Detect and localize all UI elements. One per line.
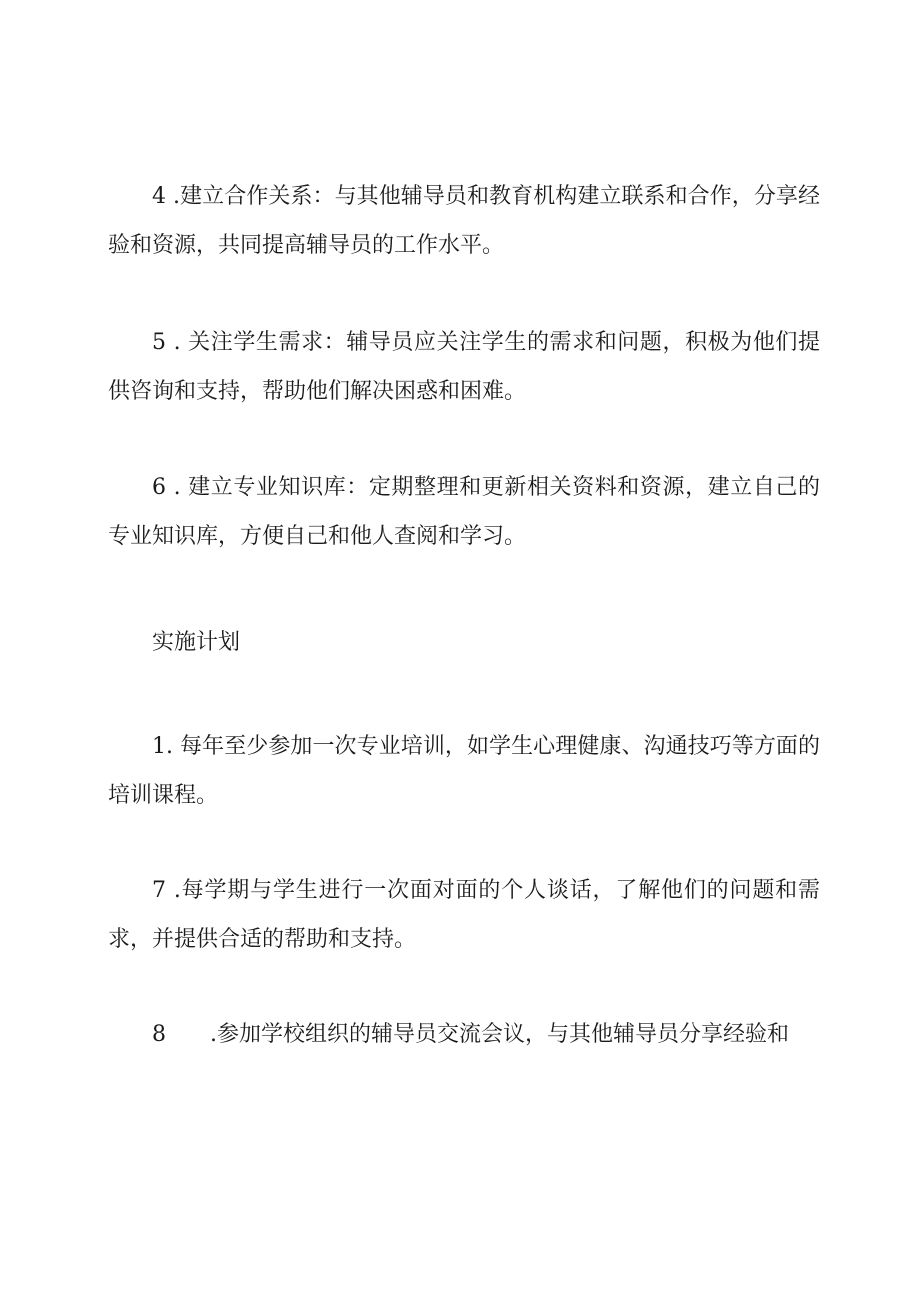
paragraph-item-5: [108, 318, 820, 416]
item-number: 4: [152, 184, 166, 209]
item-text: .建立合作关系：与其他辅导员和教育机构建立联系和合作，分享经验和资源，共同提高辅导员的工作水平。: [108, 184, 820, 258]
item-text: .每学期与学生进行一次面对面的个人谈话，了解他们的问题和需求，并提供合适的帮助和支持。: [108, 878, 820, 952]
item-number: 1.: [152, 734, 173, 759]
item-number: 8: [152, 1022, 166, 1047]
paragraph-item-6: [108, 463, 820, 561]
section-heading: 实施计划: [152, 630, 241, 655]
item-number: 7: [152, 878, 166, 903]
item-text: . 建立专业知识库：定期整理和更新相关资料和资源，建立自己的专业知识库，方便自己和他人查阅和学习。: [108, 475, 820, 549]
paragraph-plan-8: [108, 1010, 820, 1059]
item-number: 6: [152, 475, 166, 500]
paragraph-item-4: [108, 172, 820, 270]
item-number: 5: [152, 330, 166, 355]
item-text: . 关注学生需求：辅导员应关注学生的需求和问题，积极为他们提供咨询和支持，帮助他们解决困惑和困难。: [108, 330, 820, 404]
item-text: 每年至少参加一次专业培训，如学生心理健康、沟通技巧等方面的培训课程。: [108, 734, 820, 808]
paragraph-plan-7: [108, 866, 820, 964]
paragraph-plan-1: [108, 722, 820, 820]
item-text: .参加学校组织的辅导员交流会议，与其他辅导员分享经验和: [210, 1022, 789, 1047]
